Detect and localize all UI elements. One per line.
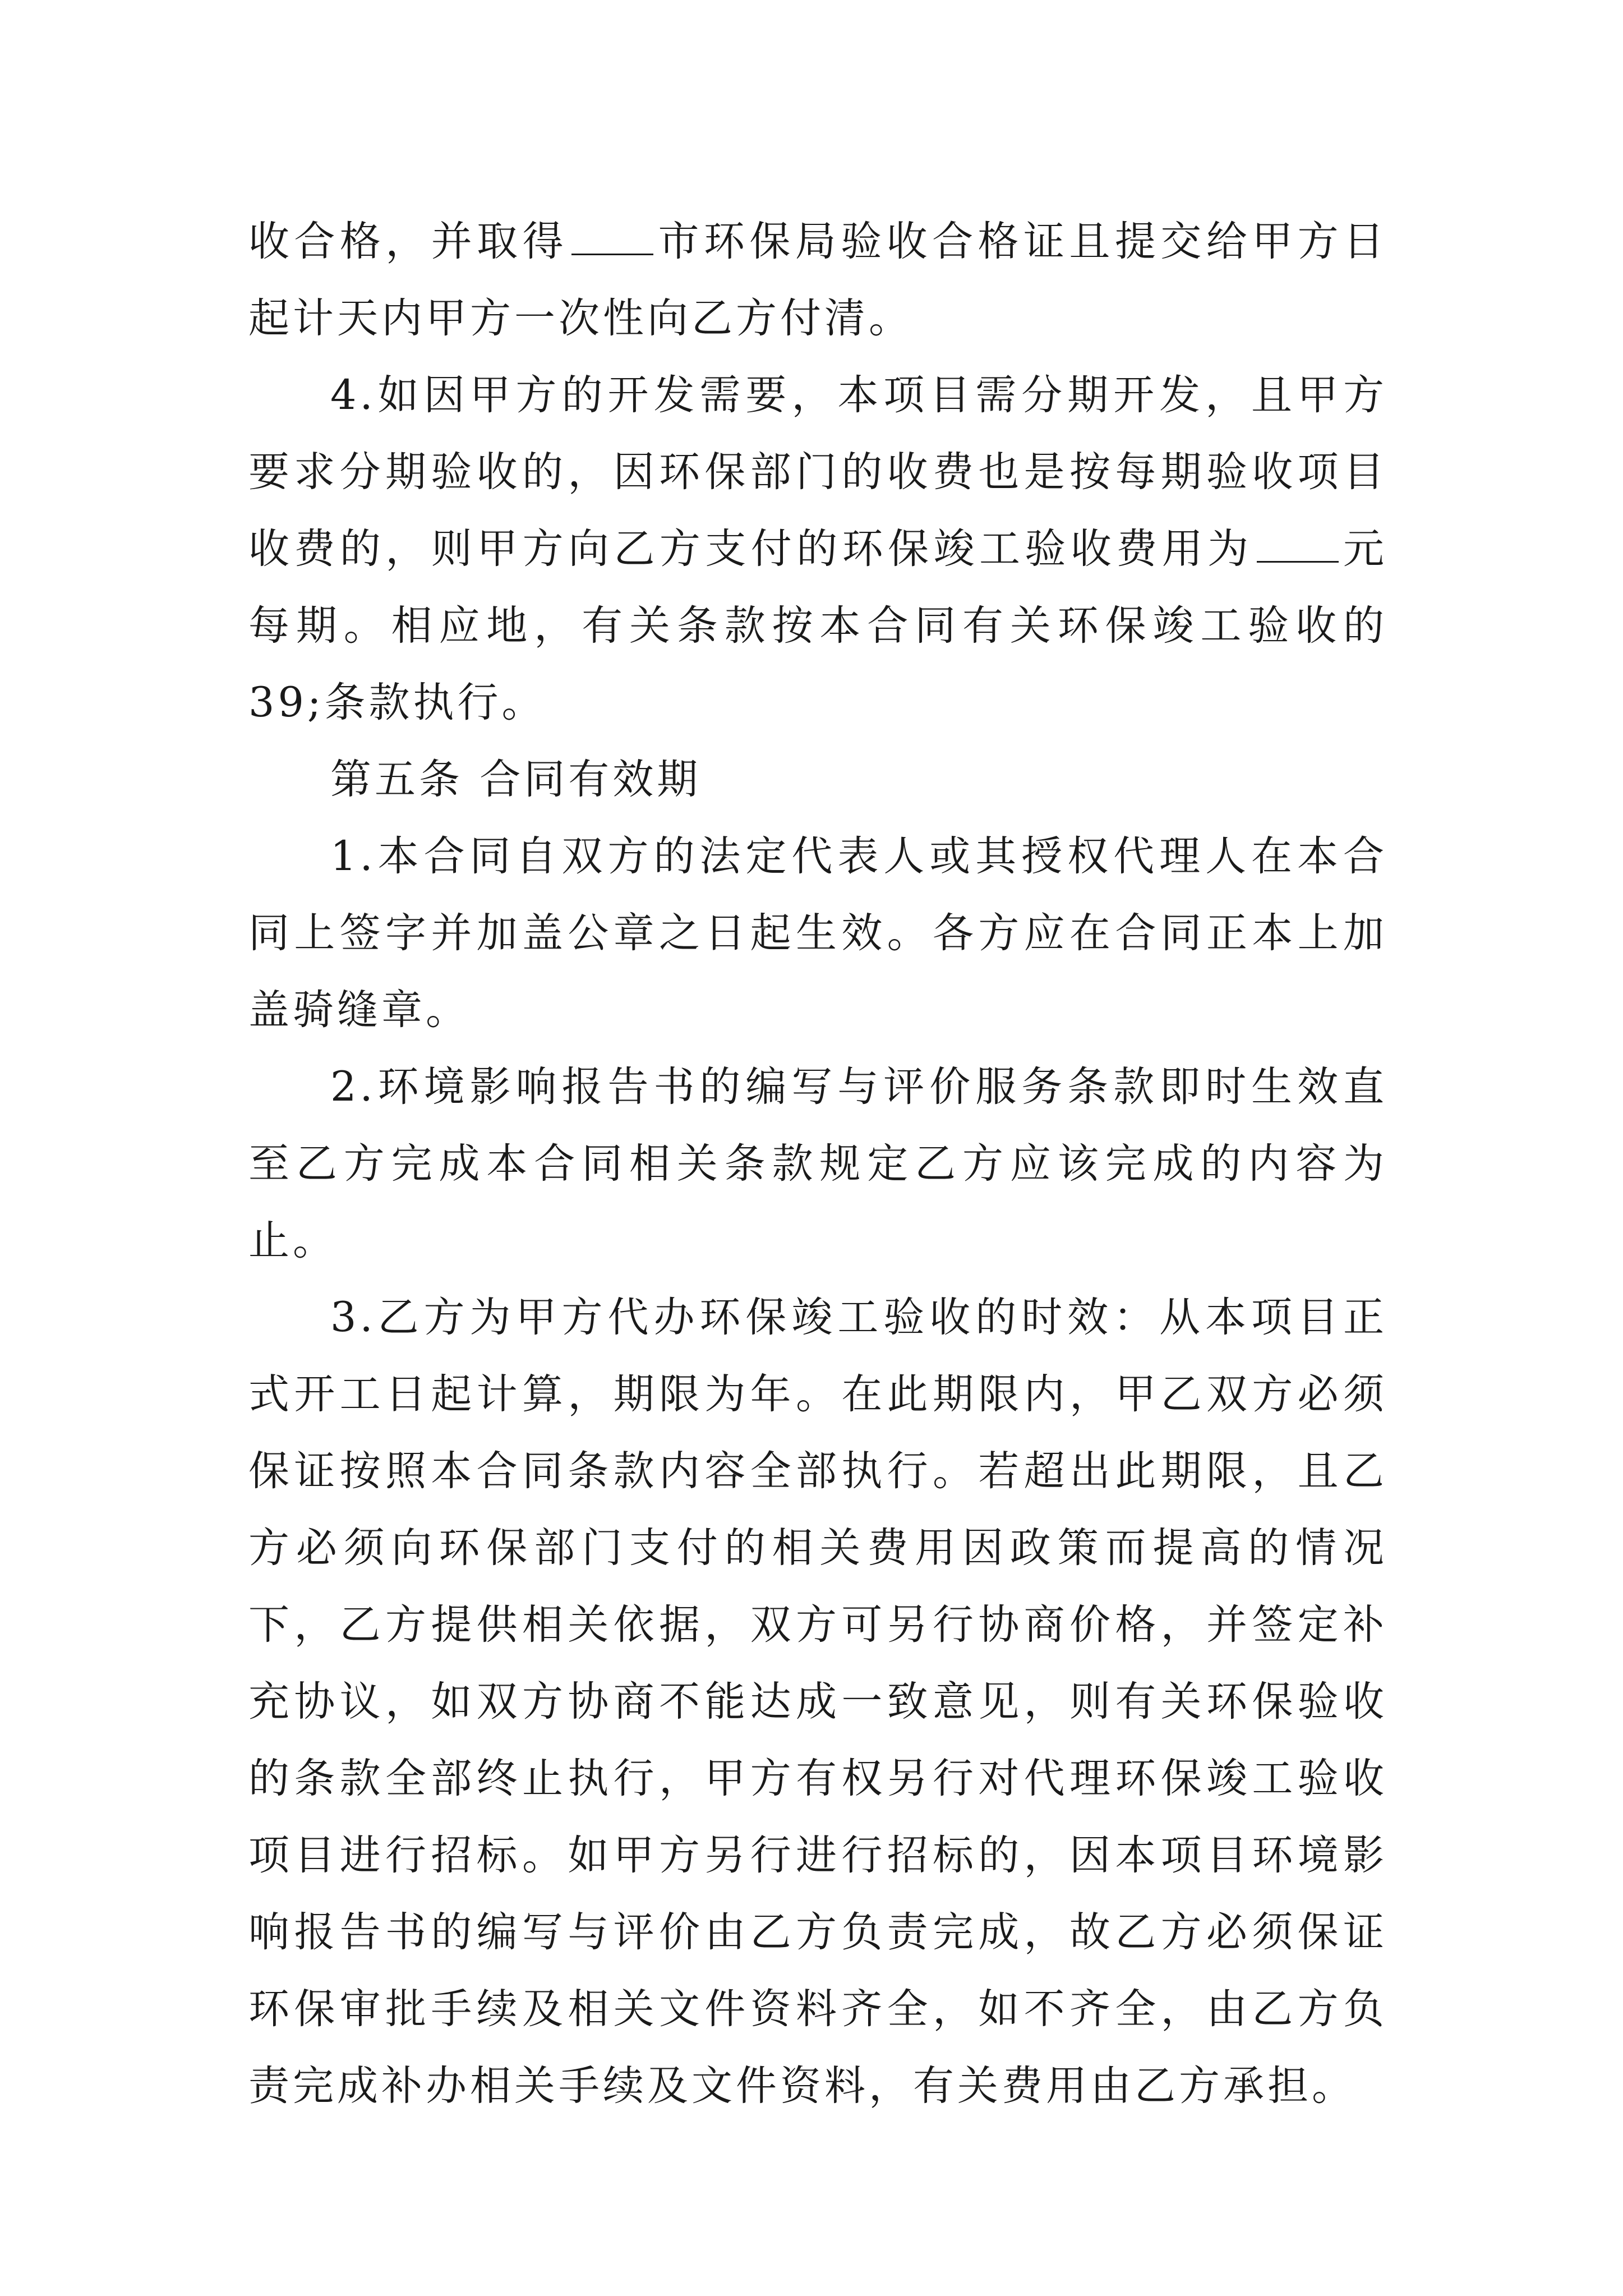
paragraph-clause-5-3 [248,1279,1387,2124]
blank-underline [1257,527,1339,563]
text-run: 收合格，并取得 [248,218,569,265]
text-run: 1.本合同自双方的法定代表人或其授权代理人在本合同上签字并加盖公章之日起生效。各方应在合同正本上加盖骑缝章。 [248,832,1387,1034]
text-run: 3.乙方为甲方代办环保竣工验收的时效：从本项目正式开工日起计算，期限为年。在此期限内，甲乙双方必须保证按照本合同条款内容全部执行。若超出此期限，且乙方必须向环保部门支付的相关费用因政策而提高的情况下，乙方提供相关依据，双方可另行协商价格，并签定补充协议，如双方协商不能达成一致意见，则有关环保验收的条款全部终止执行，甲方有权另行对代理环保竣工验收项目进行招标。如甲方另行进行招标的，因本项目环境影响报告书的编写与评价由乙方负责完成，故乙方必须保证环保审批手续及相关文件资料齐全，如不齐全，由乙方负责完成补办相关手续及文件资料，有关费用由乙方承担。 [248,1294,1387,2110]
blank-underline [571,220,653,255]
section-heading-article-5 [248,741,1387,818]
text-run: 2.环境影响报告书的编写与评价服务条款即时生效直至乙方完成本合同相关条款规定乙方应该完成的内容为止。 [248,1063,1387,1264]
paragraph-clause-4 [248,357,1387,741]
text-run: 4.如因甲方的开发需要，本项目需分期开发，且甲方要求分期验收的，因环保部门的收费也是按每期验收项目收费的，则甲方向乙方支付的环保竣工验收费用为 [248,371,1387,573]
paragraph-clause-5-2 [248,1048,1387,1279]
paragraph-clause-5-1 [248,818,1387,1048]
paragraph-acceptance-payment [248,203,1387,357]
heading-text: 第五条 合同有效期 [330,756,702,803]
text-run: 元每期。相应地，有关条款按本合同有关环保竣工验收的39;条款执行。 [248,525,1388,726]
document-body [248,203,1387,2124]
text-run: 市环保局验收合格证且提交给甲方日起计天内甲方一次性向乙方付清。 [248,218,1388,342]
